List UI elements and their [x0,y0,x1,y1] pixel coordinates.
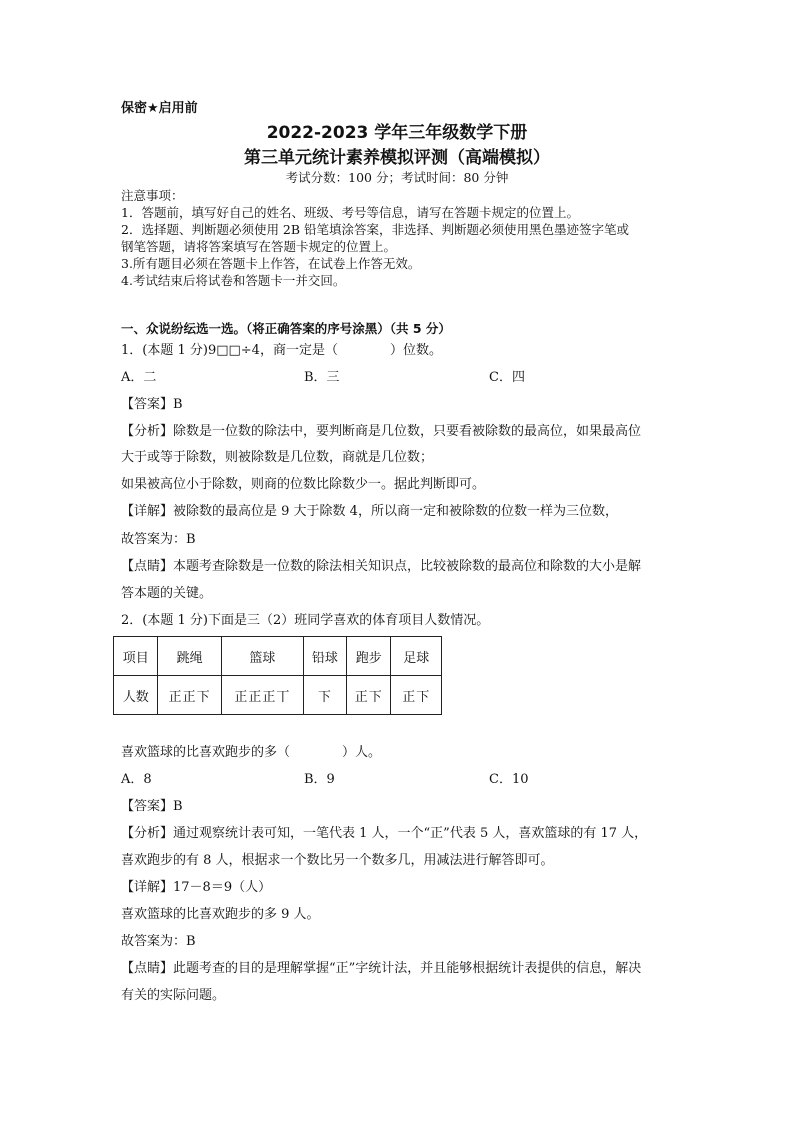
q1-detail: 【详解】被除数的最高位是 9 大于除数 4，所以商一定和被除数的位数一样为三位数， [121,504,618,519]
q2-stem: 2．(本题 1 分)下面是三（2）班同学喜欢的体育项目人数情况。 [121,613,490,628]
tally-table [113,636,442,715]
notice-item-3: 3.所有题目必须在答题卡上作答，在试卷上作答无效。 [121,256,421,271]
q1-analysis-3: 如果被高位小于除数，则商的位数比除数少一。据此判断即可。 [121,477,486,492]
q2-option-c[interactable]: C．10 [489,772,529,787]
q1-stem: 1．(本题 1 分)9□□÷4，商一定是（ ）位数。 [121,343,442,358]
notice-item-1: 1．答题前，填写好自己的姓名、班级、考号等信息，请写在答题卡规定的位置上。 [121,205,579,220]
tally-cell: 正下 [391,676,442,715]
table-row [114,676,442,715]
section-title: 一、众说纷纭选一选。（将正确答案的序号涂黑）（共 5 分） [121,321,451,336]
q1-analysis-2: 大于或等于除数，则被除数是几位数，商就是几位数； [121,450,434,465]
row-label-cell: 人数 [114,676,158,715]
table-header-cell: 篮球 [221,637,303,676]
table-header-cell: 铅球 [303,637,346,676]
tally-cell: 下 [303,676,346,715]
q1-analysis-1: 【分析】除数是一位数的除法中，要判断商是几位数，只要看被除数的最高位，如果最高位 [121,424,642,439]
confidential-label: 保密★启用前 [121,101,198,116]
q1-comment-1: 【点睛】本题考查除数是一位数的除法相关知识点，比较被除数的最高位和除数的大小是解 [121,559,642,574]
q2-detail-2: 喜欢篮球的比喜欢跑步的多 9 人。 [121,907,320,922]
notice-item-2: 2．选择题、判断题必须使用 2B 铅笔填涂答案，非选择、判断题必须使用黑色墨迹签字笔或 [121,222,630,237]
q2-analysis-2: 喜欢跑步的有 8 人，根据求一个数比另一个数多几，用减法进行解答即可。 [121,853,554,868]
tally-table-wrapper [113,636,442,714]
tally-cell: 正下 [347,676,391,715]
q1-answer: 【答案】B [121,397,183,412]
q1-conclusion: 故答案为：B [121,532,196,547]
q2-answer: 【答案】B [121,799,183,814]
q2-question: 喜欢篮球的比喜欢跑步的多（ ）人。 [121,745,382,760]
table-header-row [114,637,442,676]
q2-option-a[interactable]: A．8 [121,772,152,787]
table-header-cell: 项目 [114,637,158,676]
q2-comment-1: 【点睛】此题考查的目的是理解掌握“正”字统计法，并且能够根据统计表提供的信息，解决 [121,961,642,976]
q1-option-c[interactable]: C．四 [489,370,525,385]
q2-detail: 【详解】17－8＝9（人） [121,880,272,895]
score-time-info: 考试分数：100 分；考试时间：80 分钟 [285,170,509,185]
tally-cell: 正正正丅 [221,676,303,715]
q2-conclusion: 故答案为：B [121,934,196,949]
tally-cell: 正正下 [158,676,222,715]
notice-item-2-cont: 钢笔答题，请将答案填写在答题卡规定的位置上。 [121,239,397,254]
notice-heading: 注意事项： [121,188,184,203]
q1-option-a[interactable]: A．二 [121,370,157,385]
q1-option-b[interactable]: B．三 [304,370,340,385]
exam-title-line1: 2022-2023 学年三年级数学下册 [266,123,528,143]
q2-comment-2: 有关的实际问题。 [121,988,226,1003]
notice-item-4: 4.考试结束后将试卷和答题卡一并交回。 [121,273,346,288]
exam-title-line2: 第三单元统计素养模拟评测（高端模拟） [244,148,550,168]
q1-comment-2: 答本题的关键。 [121,586,213,601]
table-header-cell: 跳绳 [158,637,222,676]
q2-analysis-1: 【分析】通过观察统计表可知，一笔代表 1 人，一个“正”代表 5 人，喜欢篮球的有 17 人， [121,826,648,841]
table-header-cell: 足球 [391,637,442,676]
q2-option-b[interactable]: B．9 [304,772,335,787]
table-header-cell: 跑步 [347,637,391,676]
